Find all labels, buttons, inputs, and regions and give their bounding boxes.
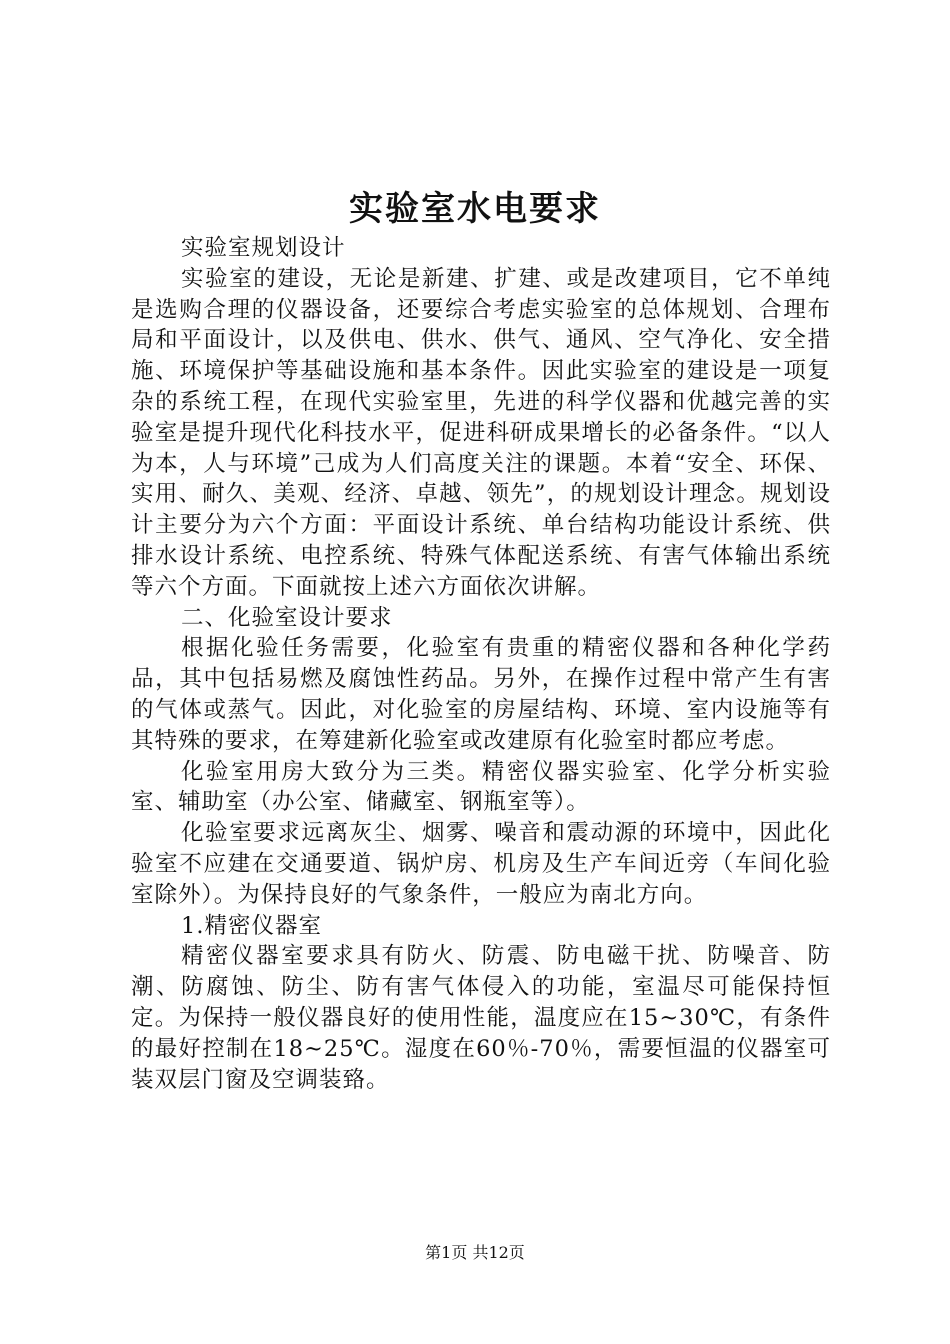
document-body <box>131 233 831 1095</box>
document-title: 实验室水电要求 <box>349 189 601 229</box>
paragraph-lab-needs: 根据化验任务需要，化验室有贵重的精密仪器和各种化学药品，其中包括易燃及腐蚀性药品。另外，在操作过程中常产生有害的气体或蒸气。因此，对化验室的房屋结构、环境、室内设施等有其特殊的要求，在筹建新化验室或改建原有化验室时都应考虑。 <box>131 635 831 754</box>
paragraph-section-heading: 实验室规划设计 <box>181 235 346 261</box>
paragraph-heading-lab-requirements: 二、化验室设计要求 <box>181 604 393 631</box>
paragraph-room-types: 化验室用房大致分为三类。精密仪器实验室、化学分析实验室、辅助室（办公室、储藏室、钢瓶室等）。 <box>131 758 831 816</box>
paragraph-intro: 实验室的建设，无论是新建、扩建、或是改建项目，它不单纯是选购合理的仪器设备，还要综合考虑实验室的总体规划、合理布局和平面设计，以及供电、供水、供气、通风、空气净化、安全措施、环境保护等基础设施和基本条件。因此实验室的建设是一项复杂的系统工程，在现代实验室里，先进的科学仪器和优越完善的实验室是提升现代化科技水平，促进科研成果增长的必备条件。“以人为本，人与环境”己成为人们高度关注的课题。本着“安全、环保、实用、耐久、美观、经济、卓越、领先”，的规划设计理念。规划设计主要分为六个方面：平面设计系统、单台结构功能设计系统、供排水设计系统、电控系统、特殊气体配送系统、有害气体输出系统等六个方面。下面就按上述六方面依次讲解。 <box>131 265 831 600</box>
paragraph-precision-room: 精密仪器室要求具有防火、防震、防电磁干扰、防噪音、防潮、防腐蚀、防尘、防有害气体侵入的功能，室温尽可能保持恒定。为保持一般仪器良好的使用性能，温度应在15~30℃，有条件的最好控制在18~25℃。湿度在60％-70％，需要恒温的仪器室可装双层门窗及空调装臵。 <box>131 943 831 1093</box>
page-number: 第1页 共12页 <box>425 1243 525 1262</box>
paragraph-location: 化验室要求远离灰尘、烟雾、噪音和震动源的环境中，因此化验室不应建在交通要道、锅炉房、机房及生产车间近旁（车间化验室除外）。为保持良好的气象条件，一般应为南北方向。 <box>131 820 831 908</box>
paragraph-heading-precision-room: 1.精密仪器室 <box>181 912 322 939</box>
